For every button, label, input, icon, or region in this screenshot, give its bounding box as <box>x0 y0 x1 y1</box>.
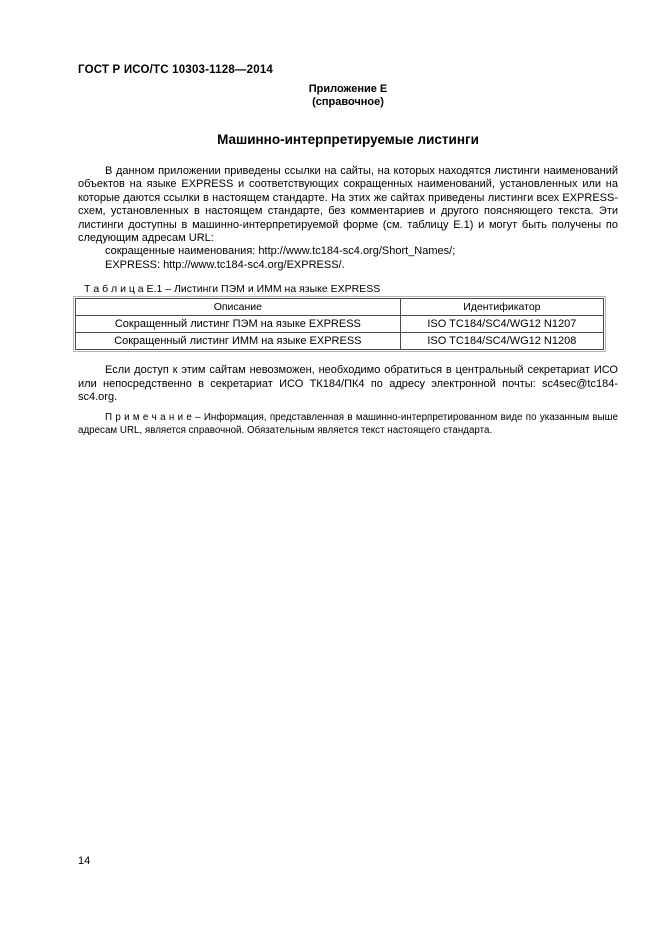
cell-description: Сокращенный листинг ПЭМ на языке EXPRESS <box>76 316 401 333</box>
access-paragraph: Если доступ к этим сайтам невозможен, необходимо обратиться в центральный секретариат ИСО или непосредственно в секретариат ИСО ТК184/ПК4 по адресу электронной почты: sc4sec@tc184-sc4.org. <box>78 364 618 404</box>
intro-paragraph: В данном приложении приведены ссылки на сайты, на которых находятся листинги наименований объектов на языке EXPRESS и соответствующих сокращенных наименований, установленных или на которые даются ссылки в настоящем стандарте. На этих же сайтах приведены листинги всех EXPRESS-схем, установленных в настоящем стандарте, без комментариев и другого поясняющего текста. Эти листинги доступны в машинно-интерпретируемой форме (см. таблицу Е.1) и могут быть получены по следующим адресам URL: <box>78 165 618 245</box>
cell-identifier: ISO TC184/SC4/WG12 N1208 <box>400 333 603 350</box>
column-header-description: Описание <box>76 299 401 316</box>
table-header-row <box>76 299 604 316</box>
listings-table <box>75 298 604 350</box>
url-line-short-names: сокращенные наименования: http://www.tc184-sc4.org/Short_Names/; <box>105 245 456 258</box>
standard-designation: ГОСТ Р ИСО/ТС 10303-1128—2014 <box>78 64 274 76</box>
url-line-express: EXPRESS: http://www.tc184-sc4.org/EXPRESS/. <box>105 258 345 271</box>
table-row <box>76 333 604 350</box>
table-row <box>76 316 604 333</box>
cell-identifier: ISO TC184/SC4/WG12 N1207 <box>400 316 603 333</box>
annex-heading <box>78 83 618 108</box>
page-number: 14 <box>78 855 91 867</box>
note-paragraph: П р и м е ч а н и е – Информация, представленная в машинно-интерпретированном виде по указанным выше адресам URL, является справочной. Обязательным является текст настоящего стандарта. <box>78 412 618 436</box>
page-title: Машинно-интерпретируемые листинги <box>217 132 479 147</box>
table-caption: Т а б л и ц а Е.1 – Листинги ПЭМ и ИММ на языке EXPRESS <box>84 283 381 296</box>
annex-type: (справочное) <box>312 95 384 108</box>
cell-description: Сокращенный листинг ИММ на языке EXPRESS <box>76 333 401 350</box>
column-header-identifier: Идентификатор <box>400 299 603 316</box>
annex-name: Приложение Е <box>308 83 388 95</box>
